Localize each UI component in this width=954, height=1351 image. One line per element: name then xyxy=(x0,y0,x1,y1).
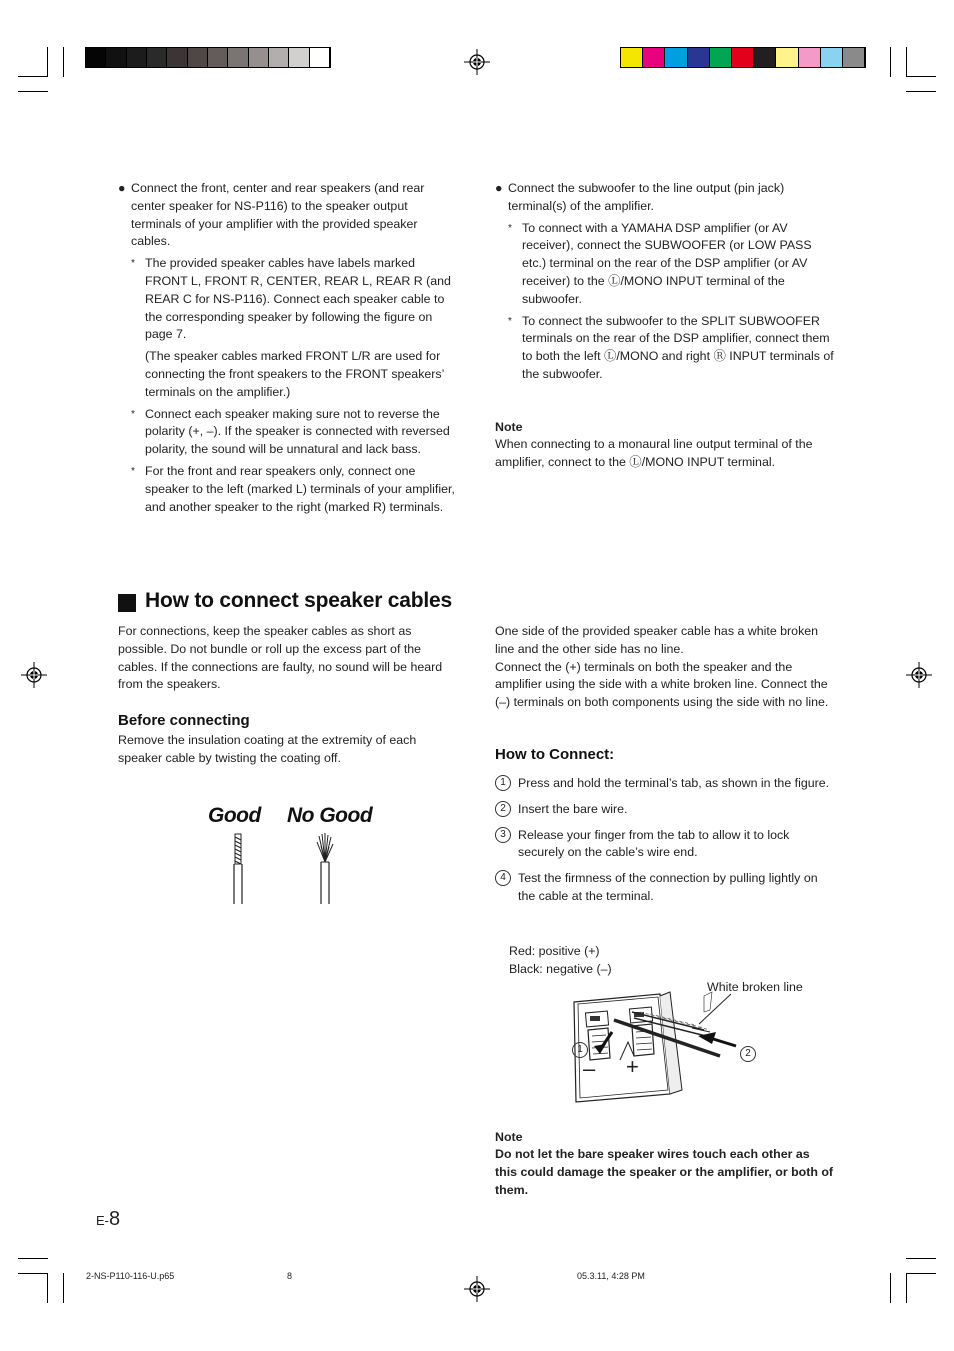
asterisk-icon: * xyxy=(131,258,135,270)
footer-date: 05.3.11, 4:28 PM xyxy=(577,1271,645,1281)
red-positive-label: Red: positive (+) xyxy=(509,944,600,958)
minus-sign: – xyxy=(583,1056,596,1081)
crop-mark xyxy=(18,1273,48,1274)
color-swatch xyxy=(799,48,821,67)
bullet-dot-icon: ● xyxy=(118,181,126,195)
nogood-label: No Good xyxy=(287,804,373,827)
crop-mark xyxy=(18,91,48,92)
color-swatch xyxy=(249,48,269,67)
crop-mark xyxy=(906,91,936,92)
color-swatch xyxy=(643,48,665,67)
note-text: When connecting to a monaural line output terminal of the amplifier, connect to the Ⓛ/MONO INPUT terminal. xyxy=(495,437,813,469)
color-swatch xyxy=(127,48,147,67)
color-swatch xyxy=(228,48,248,67)
color-swatch xyxy=(843,48,865,67)
crop-mark xyxy=(906,1273,936,1274)
color-swatch xyxy=(621,48,643,67)
color-swatch xyxy=(776,48,798,67)
note-heading: Note xyxy=(495,420,523,434)
step-number: 3 xyxy=(495,827,511,843)
how-to-connect-heading: How to Connect: xyxy=(495,746,615,763)
color-swatch xyxy=(289,48,309,67)
color-swatch xyxy=(310,48,330,67)
crop-mark xyxy=(47,47,48,77)
step-text: Insert the bare wire. xyxy=(518,801,628,816)
speaker-terminal-illustration xyxy=(570,990,770,1105)
crop-mark xyxy=(18,76,48,77)
section-title: How to connect speaker cables xyxy=(145,589,452,612)
bullet-item xyxy=(118,180,458,251)
note-text: The provided speaker cables have labels marked FRONT L, FRONT R, CENTER, REAR L, REAR R (and REAR C for NS-P116). Connect each speaker cable to the corresponding speaker by following the figure on page 7. xyxy=(145,256,451,342)
before-connecting-heading: Before connecting xyxy=(118,712,250,729)
white-broken-line-label: White broken line xyxy=(707,980,803,994)
crop-mark xyxy=(47,1273,48,1303)
color-swatch xyxy=(821,48,843,67)
cable-paragraph: One side of the provided speaker cable has a white broken line and the other side has no line. xyxy=(495,624,819,656)
crop-mark xyxy=(906,1258,936,1259)
steps-list xyxy=(495,775,835,906)
color-swatch xyxy=(754,48,776,67)
asterisk-icon: * xyxy=(508,315,512,327)
color-swatch xyxy=(208,48,228,67)
bottom-note-heading: Note xyxy=(495,1130,523,1144)
crop-mark xyxy=(906,76,936,77)
crop-mark xyxy=(906,1273,907,1303)
color-swatch xyxy=(188,48,208,67)
registration-target-icon xyxy=(906,662,932,688)
bottom-note-text: Do not let the bare speaker wires touch each other as this could damage the speaker or the amplifier, or both of them. xyxy=(495,1147,834,1197)
crop-mark xyxy=(63,1273,64,1303)
note-item xyxy=(118,406,458,459)
plus-sign: + xyxy=(626,1054,639,1079)
step-item xyxy=(495,775,835,793)
section-square-icon xyxy=(118,594,136,612)
note-extra-text: (The speaker cables marked FRONT L/R are used for connecting the front speakers to the FRONT speakers’ terminals on the amplifier.) xyxy=(145,349,444,399)
bullet-dot-icon: ● xyxy=(495,181,503,195)
note-text: For the front and rear speakers only, connect one speaker to the left (marked L) terminals of your amplifier, and another speaker to the right (marked R) terminals. xyxy=(145,463,455,514)
registration-target-icon xyxy=(21,662,47,688)
cable-paragraph: Connect the (+) terminals on both the speaker and the amplifier using the side with a white broken line. Connect the (–) terminals on both components using the side with no line. xyxy=(495,659,829,710)
bullet-item xyxy=(495,180,835,216)
page-number-value: 8 xyxy=(109,1208,121,1230)
color-calibration-bar xyxy=(620,47,866,68)
crop-mark xyxy=(63,47,64,77)
color-swatch xyxy=(106,48,126,67)
note-text: To connect with a YAMAHA DSP amplifier (or AV receiver), connect the SUBWOOFER (or LOW PASS etc.) terminal on the rear of the DSP amplifier (or AV receiver) to the Ⓛ/MONO INPUT terminal of the subwoofer. xyxy=(522,220,812,306)
registration-target-icon xyxy=(464,1276,490,1302)
color-swatch xyxy=(86,48,106,67)
step-number: 4 xyxy=(495,870,511,886)
step-item xyxy=(495,870,835,906)
color-swatch xyxy=(732,48,754,67)
right-column-top xyxy=(495,180,835,384)
note-text: Connect each speaker making sure not to reverse the polarity (+, –). If the speaker is connected with reversed polarity, the sound will be unnatural and lack bass. xyxy=(145,406,450,457)
good-label: Good xyxy=(208,804,261,827)
good-wire-illustration xyxy=(228,832,248,906)
black-negative-label: Black: negative (–) xyxy=(509,962,612,976)
asterisk-icon: * xyxy=(508,222,512,234)
color-swatch xyxy=(269,48,289,67)
color-swatch xyxy=(665,48,687,67)
color-swatch xyxy=(710,48,732,67)
white-line-pointer xyxy=(695,992,735,1028)
step-item xyxy=(495,801,835,819)
asterisk-icon: * xyxy=(131,408,135,420)
color-swatch xyxy=(688,48,710,67)
section-intro: For connections, keep the speaker cables as short as possible. Do not bundle or roll up the excess part of the cables. If the connections are faulty, no sound will be heard from the speakers. xyxy=(118,624,443,692)
footer-filename: 2-NS-P110-116-U.p65 xyxy=(86,1271,175,1281)
cable-description xyxy=(495,623,840,712)
step-text: Release your finger from the tab to allow it to lock securely on the cable’s wire end. xyxy=(518,827,790,860)
note-text: To connect the subwoofer to the SPLIT SUBWOOFER terminals on the rear of the DSP amplifier, connect them to both the left Ⓛ/MONO and right Ⓡ INPUT terminals of the subwoofer. xyxy=(522,313,834,381)
left-column-top xyxy=(118,180,458,516)
figure-callout-2: 2 xyxy=(740,1046,756,1062)
bullet-text: Connect the front, center and rear speakers (and rear center speaker for NS-P116) to the speaker output terminals of your amplifier with the provided speaker cables. xyxy=(131,181,425,249)
note-item xyxy=(118,255,458,401)
asterisk-icon: * xyxy=(131,465,135,477)
color-swatch xyxy=(167,48,187,67)
before-connecting-text: Remove the insulation coating at the extremity of each speaker cable by twisting the coating off. xyxy=(118,733,417,765)
crop-mark xyxy=(906,47,907,77)
note-item xyxy=(118,463,458,516)
note-item xyxy=(495,220,835,309)
step-number: 1 xyxy=(495,775,511,791)
footer-page: 8 xyxy=(287,1271,293,1281)
crop-mark xyxy=(18,1258,48,1259)
crop-mark xyxy=(890,1273,891,1303)
step-number: 2 xyxy=(495,801,511,817)
bullet-text: Connect the subwoofer to the line output (pin jack) terminal(s) of the amplifier. xyxy=(508,181,785,213)
nogood-wire-illustration xyxy=(313,832,337,906)
crop-mark xyxy=(890,47,891,77)
step-text: Test the firmness of the connection by pulling lightly on the cable at the terminal. xyxy=(518,871,818,903)
page-number-prefix: E- xyxy=(96,1213,109,1228)
page-number xyxy=(96,1208,120,1231)
figure-callout-1: 1 xyxy=(572,1042,588,1058)
note-item xyxy=(495,313,835,384)
step-item xyxy=(495,827,835,863)
registration-target-icon xyxy=(464,49,490,75)
gray-calibration-bar xyxy=(85,47,331,68)
color-swatch xyxy=(147,48,167,67)
step-text: Press and hold the terminal’s tab, as shown in the figure. xyxy=(518,776,830,790)
